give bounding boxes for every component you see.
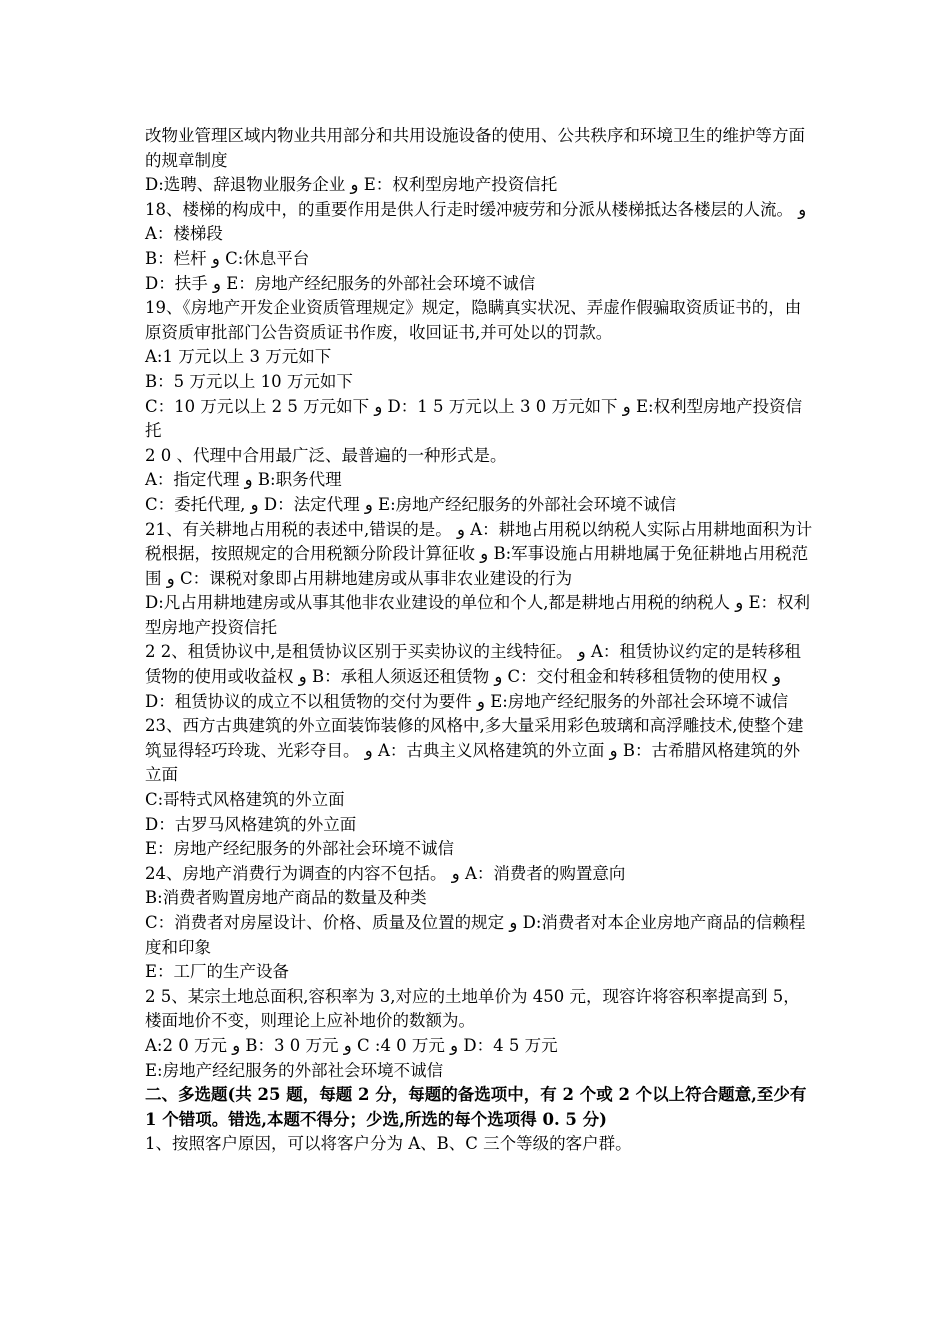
- document-body: [145, 124, 813, 1157]
- question-1: 1、按照客户原因，可以将客户分为 A、B、C 三个等级的客户群。: [145, 1134, 632, 1154]
- text-line: E：工厂的生产设备: [145, 962, 290, 982]
- text-line: 改物业管理区域内物业共用部分和共用设施设备的使用、公共秩序和环境卫生的维护等方面的规章制度: [145, 126, 805, 170]
- text-line: C：消费者对房屋设计、价格、质量及位置的规定 و D:消费者对本企业房地产商品的信赖程度和印象: [145, 913, 806, 957]
- text-line: B:消费者购置房地产商品的数量及种类: [145, 888, 427, 908]
- question-19: 19、《房地产开发企业资质管理规定》规定，隐瞒真实状况、弄虚作假骗取资质证书的，由原资质审批部门公告资质证书作废，收回证书,并可处以的罚款。: [145, 298, 802, 342]
- text-line: D:凡占用耕地建房或从事其他非农业建设的单位和个人,都是耕地占用税的纳税人 و E：权利型房地产投资信托: [145, 593, 811, 637]
- text-line: D:选聘、辞退物业服务企业 و E：权利型房地产投资信托: [145, 175, 558, 195]
- text-line: A:1 万元以上 3 万元如下: [145, 347, 332, 367]
- text-line: C:哥特式风格建筑的外立面: [145, 790, 345, 810]
- question-22: 2 2、租赁协议中,是租赁协议区别于买卖协议的主线特征。 و A：租赁协议约定的是转移租赁物的使用或收益权 و B：承租人须返还租赁物 و C：交付租金和转移租赁物的使用权 و D：租赁协议的成立不以租赁物的交付为要件 و E:房地产经纪服务的外部社会环境不诚信: [145, 642, 801, 711]
- text-line: C：委托代理, و D：法定代理 و E:房地产经纪服务的外部社会环境不诚信: [145, 494, 677, 514]
- section-heading: 二、多选题(共 25 题，每题 2 分，每题的备选项中，有 2 个或 2 个以上符合题意,至少有 1 个错项。错选,本题不得分；少选,所选的每个选项得 0. 5 分): [145, 1085, 807, 1129]
- question-23: 23、西方古典建筑的外立面装饰装修的风格中,多大量采用彩色玻璃和高浮雕技术,使整个建筑显得轻巧玲珑、光彩夺目。 و A：古典主义风格建筑的外立面 و B：古希腊风格建筑的外立面: [145, 716, 804, 785]
- question-25: 2 5、某宗土地总面积,容积率为 3,对应的土地单价为 450 元，现容许将容积率提高到 5，楼面地价不变，则理论上应补地价的数额为。: [145, 986, 800, 1031]
- text-line: D：古罗马风格建筑的外立面: [145, 814, 357, 834]
- question-20: 2 0 、代理中合用最广泛、最普遍的一种形式是。: [145, 445, 507, 465]
- text-line: B：5 万元以上 10 万元如下: [145, 371, 353, 391]
- text-line: E：房地产经纪服务的外部社会环境不诚信: [145, 839, 455, 859]
- text-line: A:2 0 万元 و B：3 0 万元 و C :4 0 万元 و D：4 5 万元: [145, 1035, 558, 1055]
- text-line: A：指定代理 و B:职务代理: [145, 470, 342, 490]
- text-line: C：10 万元以上 2 5 万元如下 و D：1 5 万元以上 3 0 万元如下 و E:权利型房地产投资信托: [145, 396, 803, 441]
- question-21: 21、有关耕地占用税的表述中,错误的是。 و A：耕地占用税以纳税人实际占用耕地面积为计税根据，按照规定的合用税额分阶段计算征收 و B:军事设施占用耕地属于免征耕地占用税范围 و C：课税对象即占用耕地建房或从事非农业建设的行为: [145, 519, 813, 588]
- text-line: E:房地产经纪服务的外部社会环境不诚信: [145, 1060, 444, 1080]
- question-18: 18、楼梯的构成中，的重要作用是供人行走时缓冲疲劳和分派从楼梯抵达各楼层的人流。 و A：楼梯段: [145, 199, 807, 244]
- text-line: B：栏杆 و C:休息平台: [145, 248, 310, 268]
- question-24: 24、房地产消费行为调查的内容不包括。 و A：消费者的购置意向: [145, 863, 626, 883]
- text-line: D：扶手 و E：房地产经纪服务的外部社会环境不诚信: [145, 273, 536, 293]
